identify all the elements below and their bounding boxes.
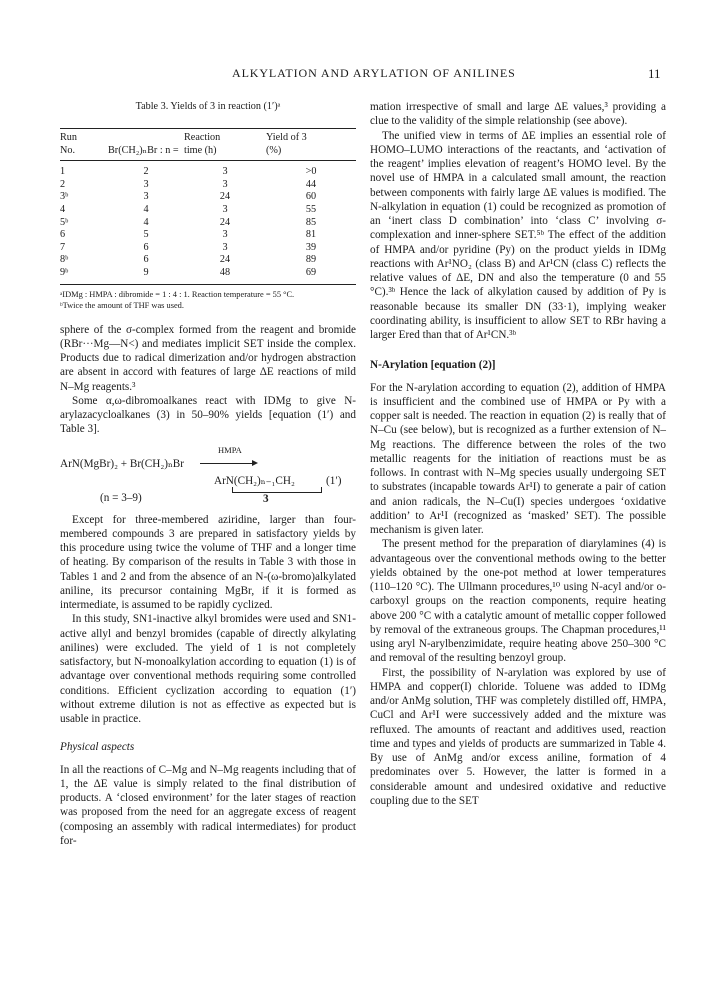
cell-run: 4 (60, 204, 66, 216)
cell-run: 3ᵇ (60, 191, 69, 203)
cell-run: 2 (60, 178, 66, 190)
table-header-row (60, 129, 356, 161)
left-column (60, 100, 356, 848)
table-row (60, 191, 356, 204)
cell-yield: 55 (305, 204, 317, 216)
cell-yield: >0 (305, 166, 317, 178)
equation-1-prime (60, 443, 356, 507)
cell-n: 9 (143, 267, 149, 278)
col-time-header: Reaction time (h) (184, 132, 221, 156)
paragraph: Some α,ω-dibromoalkanes react with IDMg to give N-arylazacycloalkanes (3) in 50–90% yields [equation (1′) and Table 3]. (60, 394, 356, 436)
section-heading: Physical aspects (60, 741, 135, 754)
cell-yield: 60 (305, 191, 317, 203)
equation-lhs: ArN(MgBr)₂ + Br(CH₂)ₙBr (60, 457, 184, 470)
cell-yield: 85 (305, 216, 317, 228)
cell-yield: 69 (305, 267, 317, 278)
paragraph: First, the possibility of N-arylation was explored by use of HMPA and copper(I) chloride. Toluene was added to IDMg and/or AnMg solution, THF was completely distilled off, HMPA, CuCl and Ar¹I were successively added and the mixture was refluxed. The amounts of reactant and additives used, reaction time and types and yields of products are summarized in Table 4. By use of AnMg and/or excess aniline, formation of 4 predominates over 5. However, the latter is formed in a considerable amount and undesired oxidative and reductive coupling due to the SET (370, 666, 666, 807)
cell-n: 6 (143, 254, 149, 266)
cell-time: 24 (219, 254, 231, 266)
cell-n: 6 (143, 241, 149, 253)
ring-bond (232, 487, 322, 493)
table-note-b: ᵇTwice the amount of THF was used. (60, 300, 184, 310)
table-footnotes (60, 289, 356, 311)
cell-yield: 44 (305, 178, 317, 190)
right-column (370, 100, 666, 808)
cell-n: 2 (143, 166, 149, 178)
cell-time: 3 (222, 229, 228, 241)
cell-run: 7 (60, 241, 66, 253)
cell-time: 24 (219, 191, 231, 203)
page-number: 11 (648, 66, 661, 81)
cell-n: 5 (143, 229, 149, 241)
paragraph: sphere of the σ-complex formed from the reagent and bromide (RBr···Mg—N<) and mediates implicit SET inside the complex. Products due to radical dimerization and/or hydrogen abstraction are absent in accord with features of large ΔE reactions of mild N–Mg reagents.³ (60, 323, 356, 393)
cell-run: 1 (60, 166, 66, 178)
arrow-head (252, 460, 258, 466)
equation-condition: (n = 3–9) (100, 491, 142, 504)
cell-run: 8ᵇ (60, 254, 69, 266)
table-body (60, 161, 356, 284)
reaction-arrow (200, 463, 254, 464)
cell-n: 4 (143, 216, 149, 228)
cell-n: 4 (143, 204, 149, 216)
table-row (60, 229, 356, 242)
cell-yield: 39 (305, 241, 317, 253)
section-heading: N-Arylation [equation (2)] (370, 359, 496, 372)
cell-n: 3 (143, 191, 149, 203)
equation-rhs: ArN(CH₂)ₙ₋₁CH₂ (214, 474, 295, 487)
paragraph: Except for three-membered aziridine, larger than four-membered compounds 3 are prepared in satisfactory yields by this procedure using twice the volume of THF and a longer time of heating. By comparison of the results in Table 3 with those in Tables 1 and 2 and from the absence of an N-(ω-bromo)alkylated aniline, its precursor containing MgBr, if it is formed as intermediate, is assumed to be rapidly cyclized. (60, 513, 356, 612)
paragraph: In this study, SN1-inactive alkyl bromides were used and SN1-active allyl and benzyl bromides (capable of directly alkylating anilines) were excluded. The yield of 1 is not completely satisfactory, but N-monoalkylation according to equation (1) is of advantage over conventional methods requiring some controlled conditions. Efficient cyclization according to equation (1′) without extreme dilution is not as effective as expected but is usable in practice. (60, 613, 356, 726)
cell-time: 3 (222, 166, 228, 178)
equation-compound-number: 3 (263, 492, 269, 505)
cell-run: 6 (60, 229, 66, 241)
table-note-a: ᵃIDMg : HMPA : dibromide = 1 : 4 : 1. Reaction temperature = 55 °C. (60, 289, 295, 299)
cell-time: 24 (219, 216, 231, 228)
table-row (60, 161, 356, 179)
paragraph: The present method for the preparation of diarylamines (4) is advantageous over the conventional methods owing to the better yields obtained by the one-pot method at lower temperatures (110–120 °C). The Ullmann procedures,¹⁰ using N-acyl and/or o-carboxyl groups on the reaction components, require heating above 200 °C with a catalytic amount of metallic copper followed by removal of the extraneous groups. The Chapman procedures,¹¹ using aryl N-arylbenzimidate, require heating above 250–300 °C and removal of the resulting benzoyl group. (370, 538, 666, 665)
cell-time: 3 (222, 178, 228, 190)
col-run-header: Run No. (60, 132, 77, 156)
equation-catalyst: HMPA (218, 444, 242, 455)
running-title: ALKYLATION AND ARYLATION OF ANILINES (232, 66, 516, 80)
table-row (60, 254, 356, 267)
table-row (60, 179, 356, 192)
table-row (60, 242, 356, 255)
cell-n: 3 (143, 178, 149, 190)
running-header (0, 66, 724, 86)
table-caption: Table 3. Yields of 3 in reaction (1′)ᵃ (135, 101, 281, 112)
col-yield-header: Yield of 3 (%) (266, 132, 307, 156)
paragraph: In all the reactions of C–Mg and N–Mg reagents including that of 1, the ΔE value is simply related to the final distribution of products. A ‘closed environment’ for the later stages of reaction was proposed from the need for an aggregate excess of reagent (composing an assembly with radical intermediates) for product for- (60, 763, 356, 847)
cell-run: 5ᵇ (60, 216, 69, 228)
paragraph: The unified view in terms of ΔE implies an essential role of HOMO–LUMO interactions of the reactants, and ‘activation of the reagent’ implies elevation of reagent’s HOMO level. By the novel use of HMPA in a calculated small amount, the reaction between components with fairly large ΔE values is modified. The N-alkylation in equation (1) could be recognized as promotion of an ‘inert class D combination’ into ‘class C’ involving σ-complexation and inner-sphere SET.⁵ᵇ The effect of the addition of HMPA and/or pyridine (Py) on the product yields in IDMg reactions with Ar¹NO₂ (class B) and Ar¹CN (class C) reflects the relative values of ΔE, DN and also the temperature (0 and 55 °C).³ᵇ Hence the lack of alkylation caused by addition of Py is reasonable because its smaller DN (33·1), implying weaker coordinating ability, is insufficient to allow SET to RBr having a larger Ered than that of Ar¹CN.³ᵇ (370, 129, 666, 341)
cell-yield: 89 (305, 254, 317, 266)
yield-table (60, 128, 356, 284)
equation-label: (1′) (326, 474, 342, 487)
cell-run: 9ᵇ (60, 267, 69, 278)
table-row (60, 217, 356, 230)
cell-yield: 81 (305, 229, 317, 241)
cell-time: 3 (222, 241, 228, 253)
table-row (60, 267, 356, 284)
paragraph: mation irrespective of small and large ΔE values,³ providing a clue to the validity of the simple relationship (see above). (370, 101, 666, 128)
col-n-header: Br(CH₂)ₙBr : n = (108, 144, 179, 156)
table-row (60, 204, 356, 217)
cell-time: 3 (222, 204, 228, 216)
cell-time: 48 (219, 267, 231, 278)
paragraph: For the N-arylation according to equation (2), addition of HMPA is insufficient and the combined use of HMPA or Py with a copper salt is needed. The reaction in equation (2) is really that of N–Cu (see below), but is recognized as a further extension of N–Mg reactions. The difference between the roles of the two metallic reagents for the initiation of reactions must be as follows. In contrast with N–Mg species usually undergoing SET to substrates (incapable towards Ar¹I) to generate a pair of cation and anion radicals, the N–Cu(I) species undergoes ‘oxidative addition’ to Ar¹I (recognized as ‘masked’ SET). The possible mechanism is given later. (370, 381, 666, 536)
